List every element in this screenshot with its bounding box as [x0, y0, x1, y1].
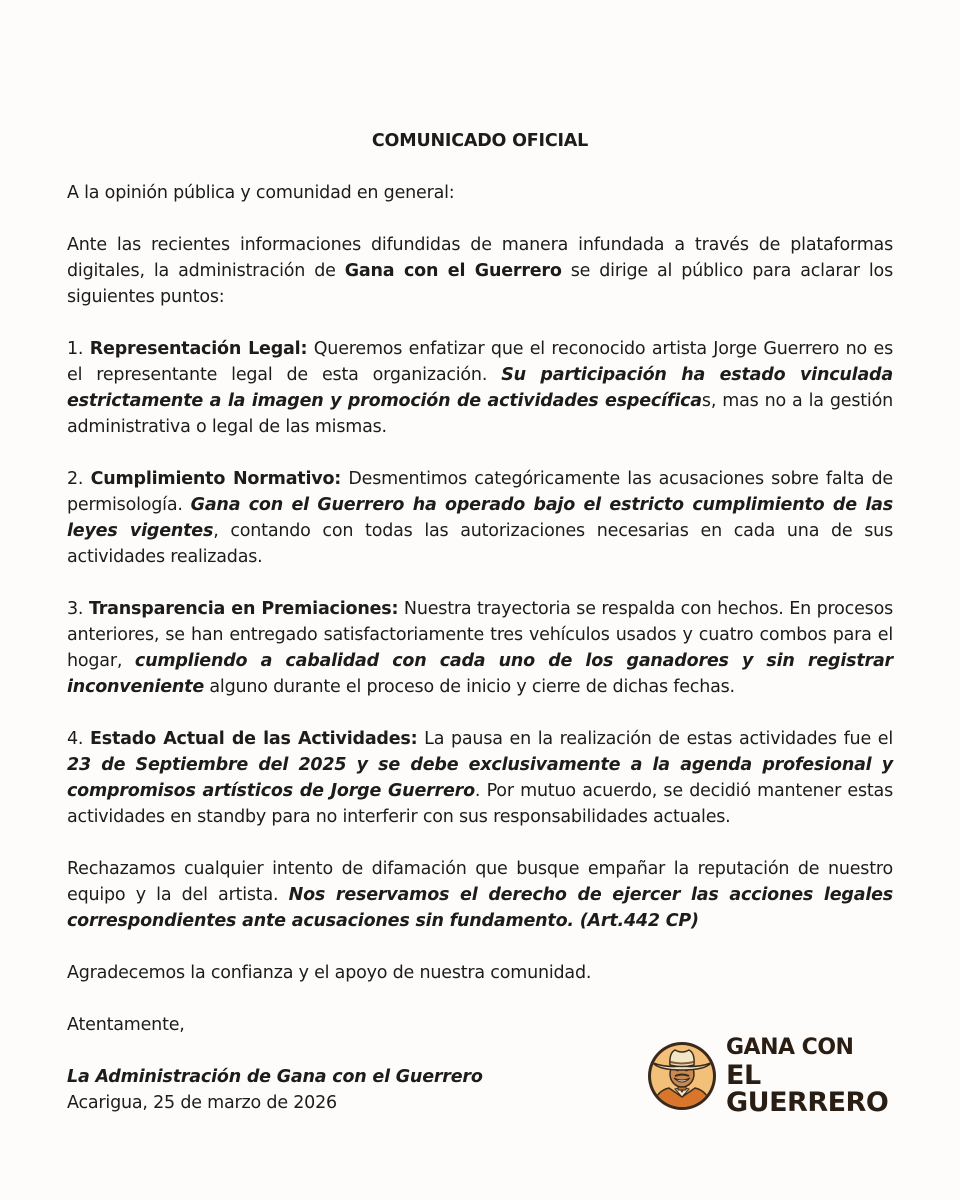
closing-emphasis: Nos reservamos el derecho de ejercer las acciones legales correspondientes ante acusaciones sin fundamento. (Art.442 CP)	[67, 885, 894, 931]
point-1	[67, 336, 893, 440]
document-title: COMUNICADO OFICIAL	[371, 131, 589, 151]
point-4	[67, 726, 893, 830]
statement-body	[67, 128, 893, 1116]
point-3-text-2: alguno durante el proceso de inicio y cierre de dichas fechas.	[204, 677, 735, 697]
point-3	[67, 596, 893, 700]
brand-wordmark-line-1: GANA CON	[726, 1034, 854, 1060]
point-3-number: 3.	[67, 599, 89, 619]
point-1-heading: Representación Legal:	[89, 339, 308, 359]
greeting: A la opinión pública y comunidad en general:	[67, 183, 455, 203]
point-1-text-2: s, mas no a la gestión administrativa o legal de las mismas.	[67, 391, 893, 437]
point-3-heading: Transparencia en Premiaciones:	[88, 599, 399, 619]
cowboy-portrait-icon	[647, 1041, 717, 1111]
point-2-text-2: , contando con todas las autorizaciones necesarias en cada una de sus actividades realizadas.	[67, 521, 893, 567]
brand-logo	[647, 1034, 889, 1118]
place-date: Acarigua, 25 de marzo de 2026	[67, 1093, 337, 1113]
intro-brand-name: Gana con el Guerrero	[344, 261, 562, 281]
point-1-number: 1.	[67, 339, 90, 359]
signature-name: La Administración de Gana con el Guerrero	[67, 1067, 483, 1087]
point-1-text-1: Queremos enfatizar que el reconocido artista Jorge Guerrero no es el representante legal de esta organización.	[67, 339, 894, 385]
point-2-text-1: Desmentimos categóricamente las acusaciones sobre falta de permisología.	[67, 469, 893, 515]
closing-text-1: Rechazamos cualquier intento de difamación que busque empañar la reputación de nuestro equipo y la del artista.	[67, 859, 893, 905]
point-4-text-1: La pausa en la realización de estas actividades fue el	[417, 729, 893, 749]
point-3-text-1: Nuestra trayectoria se respalda con hechos. En procesos anteriores, se han entregado satisfactoriamente tres vehículos usados y cuatro combos para el hogar,	[67, 599, 894, 671]
point-4-emphasis: 23 de Septiembre del 2025 y se debe exclusivamente a la agenda profesional y compromisos artísticos de Jorge Guerrero	[67, 755, 893, 801]
intro-text-1: Ante las recientes informaciones difundidas de manera infundada a través de plataformas digitales, la administración de	[67, 235, 893, 281]
point-3-emphasis: cumpliendo a cabalidad con cada uno de los ganadores y sin registrar inconveniente	[67, 651, 893, 697]
point-4-number: 4.	[67, 729, 91, 749]
thanks-line: Agradecemos la confianza y el apoyo de nuestra comunidad.	[67, 963, 592, 983]
intro-text-2: se dirige al público para aclarar los siguientes puntos:	[67, 261, 893, 307]
point-2-number: 2.	[67, 469, 91, 489]
regards-line: Atentamente,	[67, 1015, 185, 1035]
point-4-heading: Estado Actual de las Actividades:	[90, 729, 418, 749]
point-2	[67, 466, 893, 570]
point-1-emphasis: Su participación ha estado vinculada estrictamente a la imagen y promoción de actividades específica	[67, 365, 893, 411]
intro-paragraph	[67, 232, 893, 310]
point-4-text-2: . Por mutuo acuerdo, se decidió mantener estas actividades en standby para no interferir con sus responsabilidades actuales.	[67, 781, 893, 827]
point-2-emphasis: Gana con el Guerrero ha operado bajo el estricto cumplimiento de las leyes vigentes	[67, 495, 893, 541]
point-2-heading: Cumplimiento Normativo:	[90, 469, 342, 489]
closing-paragraph	[67, 856, 893, 934]
brand-wordmark	[726, 1034, 889, 1118]
brand-wordmark-line-2: EL GUERRERO	[726, 1059, 889, 1118]
